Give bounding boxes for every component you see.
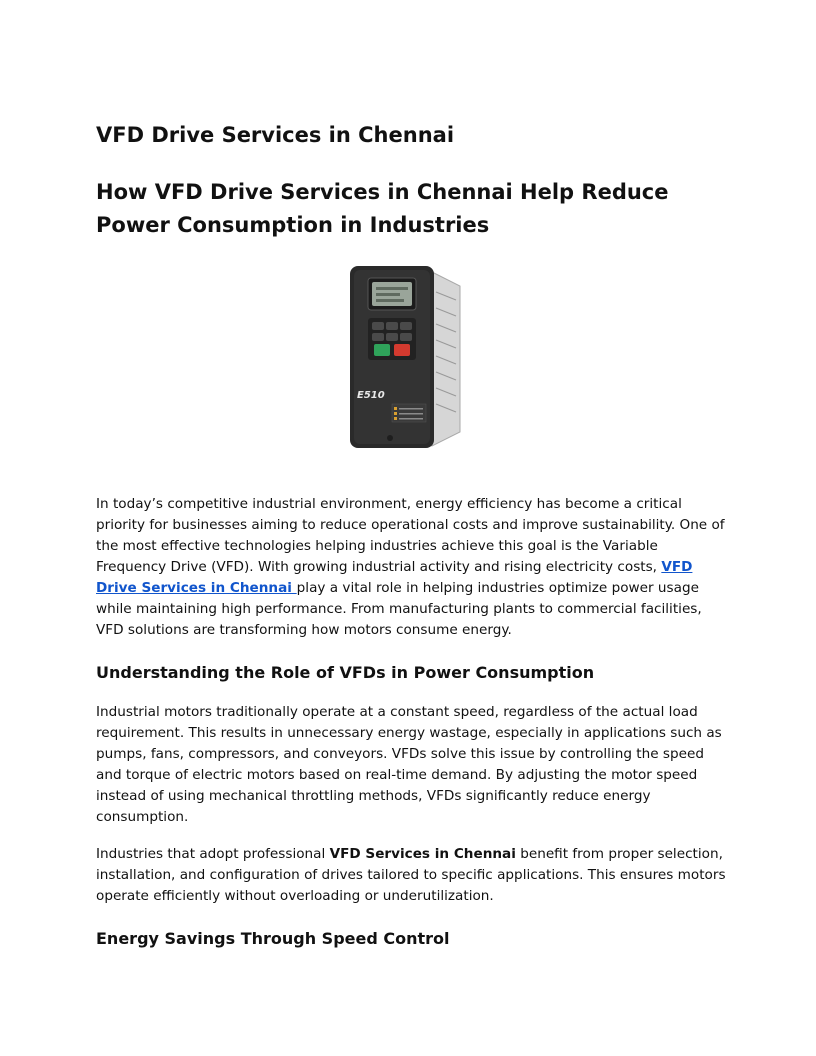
- section-heading-role: Understanding the Role of VFDs in Power Consumption: [96, 663, 595, 682]
- article-heading: How VFD Drive Services in Chennai Help Reduce Power Consumption in Industries: [96, 180, 669, 237]
- intro-text-end: play a vital role in helping industries optimize power usage while maintaining high performance. From manufacturing plants to commercial facilities, VFD solutions are transforming how motors consume energy.: [96, 580, 702, 638]
- services-bold-term: VFD Services in Chennai: [329, 846, 516, 862]
- role-paragraph: Industrial motors traditionally operate at a constant speed, regardless of the actual load requirement. This results in unnecessary energy wastage, especially in applications such as pumps, fans, compressors, and conveyors. VFDs solve this issue by controlling the speed and torque of electric motors based on real-time demand. By adjusting the motor speed instead of using mechanical throttling methods, VFDs significantly reduce energy consumption.: [96, 704, 722, 825]
- services-paragraph: [96, 844, 726, 907]
- services-text-end: benefit from proper selection, installation, and configuration of drives tailored to specific applications. This ensures motors operate efficiently without overloading or underutilization.: [96, 846, 726, 904]
- vfd-drive-image: [348, 262, 470, 452]
- model-label: E510: [357, 390, 385, 401]
- intro-paragraph: [96, 494, 726, 641]
- intro-text-start: In today’s competitive industrial environment, energy efficiency has become a critical priority for businesses aiming to reduce operational costs and improve sustainability. One of the most effective technologies helping industries achieve this goal is the Variable Frequency Drive (VFD). With growing industrial activity and rising electricity costs,: [96, 496, 725, 575]
- vfd-drive-services-link[interactable]: VFD Drive Services in Chennai: [96, 559, 693, 596]
- section-heading-energy-savings: Energy Savings Through Speed Control: [96, 929, 450, 948]
- services-text-start: Industries that adopt professional: [96, 846, 330, 862]
- document-title: VFD Drive Services in Chennai: [96, 123, 455, 147]
- vfd-drive-illustration: [348, 262, 470, 452]
